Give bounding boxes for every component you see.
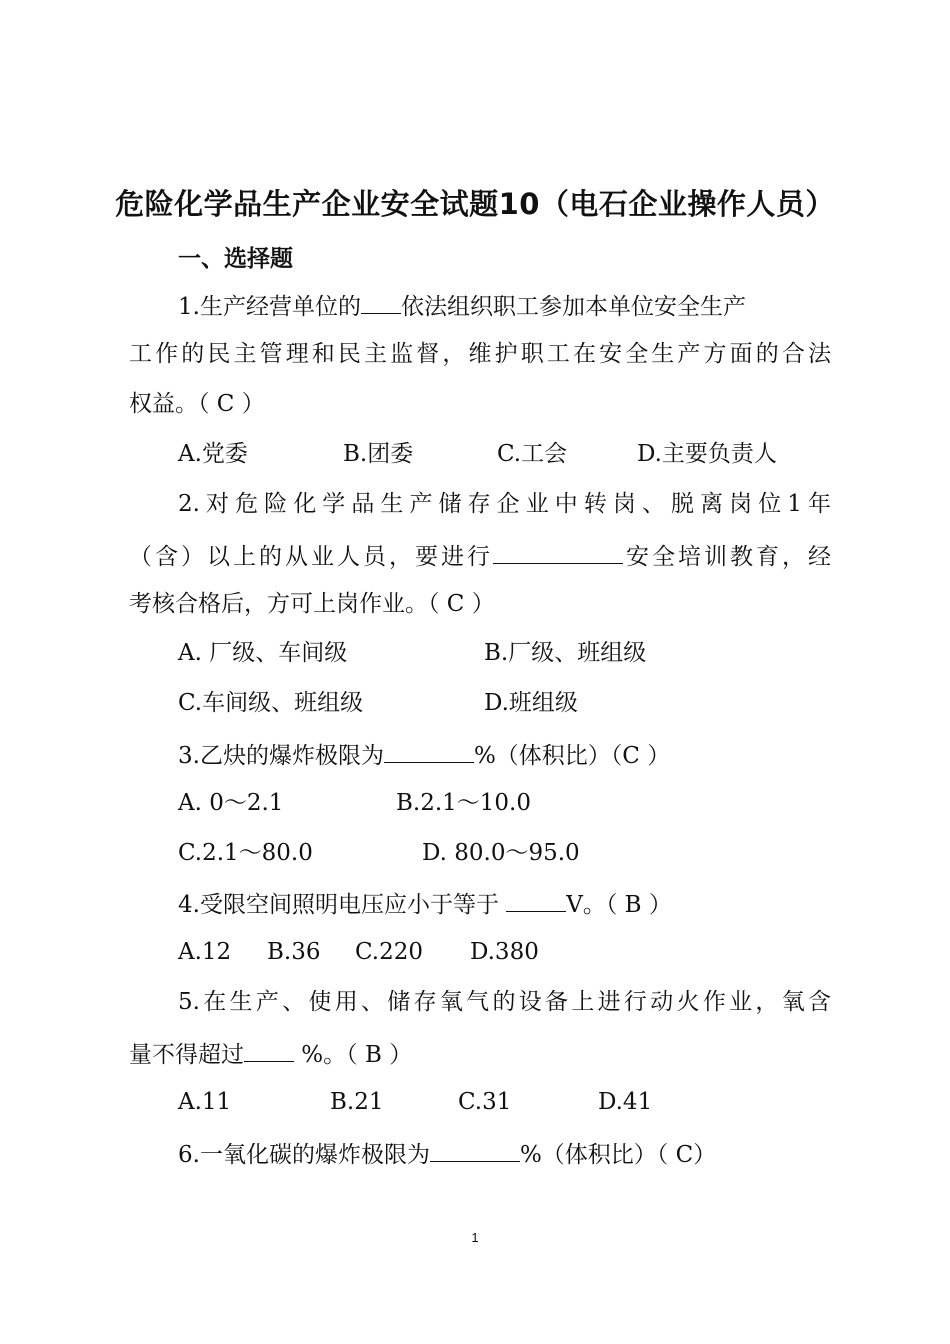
question-text: 2.对危险化学品生产储存企业中转岗、脱离岗位1年 xyxy=(178,491,831,517)
question-text: （含）以上的从业人员，要进行 xyxy=(129,544,493,570)
question-text: 依法组织职工参加本单位安全生产 xyxy=(400,294,746,320)
option-a: A.11 xyxy=(178,1089,232,1115)
question-text: %（体积比）（ C） xyxy=(519,1142,717,1168)
option-c: C.220 xyxy=(355,939,423,965)
option-d: D.380 xyxy=(470,939,539,965)
answer-blank xyxy=(493,539,623,564)
option-d: D. 80.0～95.0 xyxy=(422,840,580,866)
option-a: A. 厂级、车间级 xyxy=(178,640,348,666)
question-text: 安全培训教育，经 xyxy=(623,544,831,570)
option-a: A. 0～2.1 xyxy=(178,790,284,816)
question-text: 5.在生产、使用、储存氧气的设备上进行动火作业，氧含 xyxy=(178,989,831,1015)
question-text: 3.乙炔的爆炸极限为 xyxy=(178,743,384,769)
question-text: 6.一氧化碳的爆炸极限为 xyxy=(178,1142,430,1168)
question-text: 量不得超过 xyxy=(129,1042,244,1068)
option-d: D.主要负责人 xyxy=(637,441,777,467)
question-text: 4.受限空间照明电压应小于等于 xyxy=(178,892,507,918)
question-text: 考核合格后，方可上岗作业。（ C ） xyxy=(129,591,495,617)
option-b: B.2.1～10.0 xyxy=(396,790,532,816)
answer-blank xyxy=(506,887,566,912)
option-b: B.团委 xyxy=(343,441,414,467)
option-a: A.12 xyxy=(178,939,232,965)
question-text: %。（ B ） xyxy=(294,1042,413,1068)
option-d: D.班组级 xyxy=(484,690,578,716)
question-text: 1.生产经营单位的 xyxy=(178,294,361,320)
question-text: 权益。（ C ） xyxy=(129,391,265,417)
question-text: %（体积比）（C ） xyxy=(473,743,671,769)
option-c: C.31 xyxy=(458,1089,512,1115)
page-title: 危险化学品生产企业安全试题10（电石企业操作人员） xyxy=(115,187,835,221)
option-c: C.2.1～80.0 xyxy=(178,840,313,866)
answer-blank xyxy=(244,1037,294,1062)
option-a: A.党委 xyxy=(178,441,248,467)
question-text: 工作的民主管理和民主监督，维护职工在安全生产方面的合法 xyxy=(129,341,831,367)
option-b: B.厂级、班组级 xyxy=(484,640,647,666)
answer-blank xyxy=(384,738,474,763)
answer-blank xyxy=(430,1137,520,1162)
option-b: B.21 xyxy=(330,1089,384,1115)
option-c: C.车间级、班组级 xyxy=(178,690,364,716)
section-heading: 一、选择题 xyxy=(178,246,293,272)
page-number: 1 xyxy=(471,1230,479,1245)
option-b: B.36 xyxy=(267,939,321,965)
question-text: V。（ B ） xyxy=(566,892,672,918)
option-c: C.工会 xyxy=(497,441,568,467)
option-d: D.41 xyxy=(598,1089,653,1115)
answer-blank xyxy=(361,289,401,314)
